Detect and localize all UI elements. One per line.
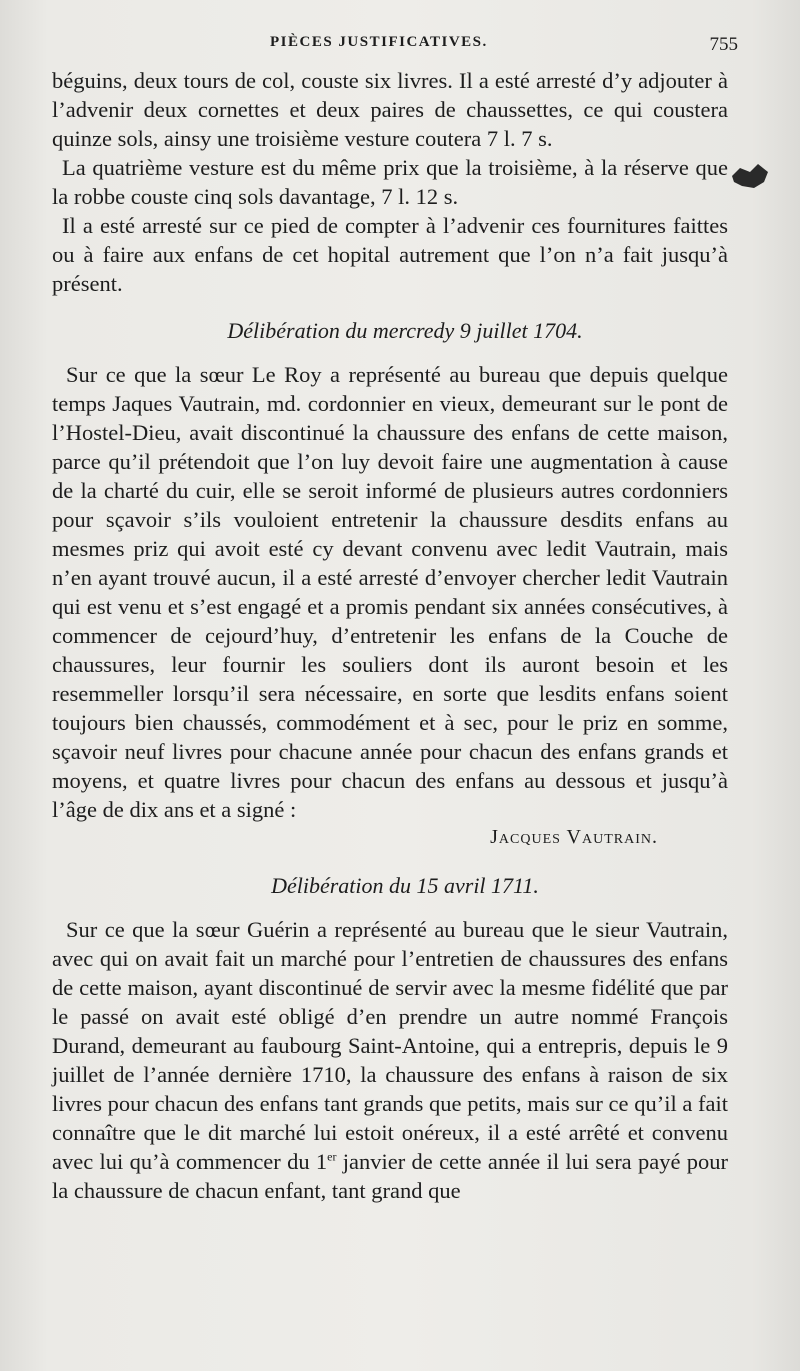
paragraph: La quatrième vesture est du même prix que la troisième, à la réserve que la robbe couste cinq sols davantage, 7 l. 12 s. xyxy=(52,155,728,209)
section-heading: Délibération du 15 avril 1711. xyxy=(271,873,539,898)
deliberation-paragraph: Sur ce que la sœur Le Roy a représenté au bureau que depuis quelque temps Jaques Vautrain, md. cordonnier en vieux, demeurant sur le pont de l’Hostel-Dieu, avait discontinué la chaussure des enfans de cette maison, parce qu’il prétendoit que l’on luy devoit faire une augmentation à cause de la charté du cuir, elle se seroit informé de plusieurs autres cordonniers pour sçavoir s’ils vouloient entretenir la chaussure desdits enfans au mesmes priz qui avoit esté cy devant convenu avec ledit Vautrain, mais n’en ayant trouvé aucun, il a esté arresté d’envoyer chercher ledit Vautrain qui est venu et s’est engagé et a promis pendant six années consécutives, à commencer de cejourd’huy, d’entretenir les enfans de la Couche de chaussures, leur fournir les souliers dont ils auront besoin et les resemmeller lorsqu’il sera nécessaire, en sorte que lesdits enfans soient toujours bien chaussés, commodément et à sec, pour le priz en somme, sçavoir neuf livres pour chacune année pour chacun des enfans grands et moyens, et quatre livres pour chacun des enfans au dessous et jusqu’à l’âge de dix ans et a signé : xyxy=(52,362,728,822)
page-number: 755 xyxy=(709,34,738,55)
signature: Jacques Vautrain. xyxy=(490,826,658,848)
deliberation-paragraph xyxy=(52,915,728,1205)
paragraph: béguins, deux tours de col, couste six livres. Il a esté arresté d’y adjouter à l’advenir deux cornettes et deux paires de chaussettes, ce qui coustera quinze sols, ainsy une troisième vesture coutera 7 l. 7 s. xyxy=(52,68,728,151)
paragraph: Il a esté arresté sur ce pied de compter à l’advenir ces fournitures faittes ou à faire aux enfans de cet hopital autrement que l’on n’a fait jusqu’à présent. xyxy=(52,213,728,296)
page-header xyxy=(52,34,738,66)
paragraph-text: janvier de cette année il lui sera payé pour la chaussure de chacun enfant, tant grand que xyxy=(52,1149,728,1203)
section-heading: Délibération du mercredy 9 juillet 1704. xyxy=(227,318,583,343)
ordinal-superscript: er xyxy=(327,1149,337,1164)
paragraph-text: Sur ce que la sœur Guérin a représenté au bureau que le sieur Vautrain, avec qui on avait fait un marché pour l’entretien de chaussures des enfans de cette maison, ayant discontinué de servir avec la mesme fidélité que par le passé on avait esté obligé d’en prendre un autre nommé François Durand, demeurant au faubourg Saint-Antoine, qui a entrepris, depuis le 9 juillet de l’année dernière 1710, la chaussure des enfans à raison de six livres pour chacun des enfans tant grands que petits, mais sur ce qu’il a fait connaître que le dit marché lui estoit onéreux, il a esté arrêté et convenu avec lui qu’à commencer du 1 xyxy=(52,917,728,1174)
continued-text xyxy=(52,66,728,298)
running-title: PIÈCES JUSTIFICATIVES. xyxy=(270,34,488,50)
ink-blot-mark xyxy=(728,162,772,192)
